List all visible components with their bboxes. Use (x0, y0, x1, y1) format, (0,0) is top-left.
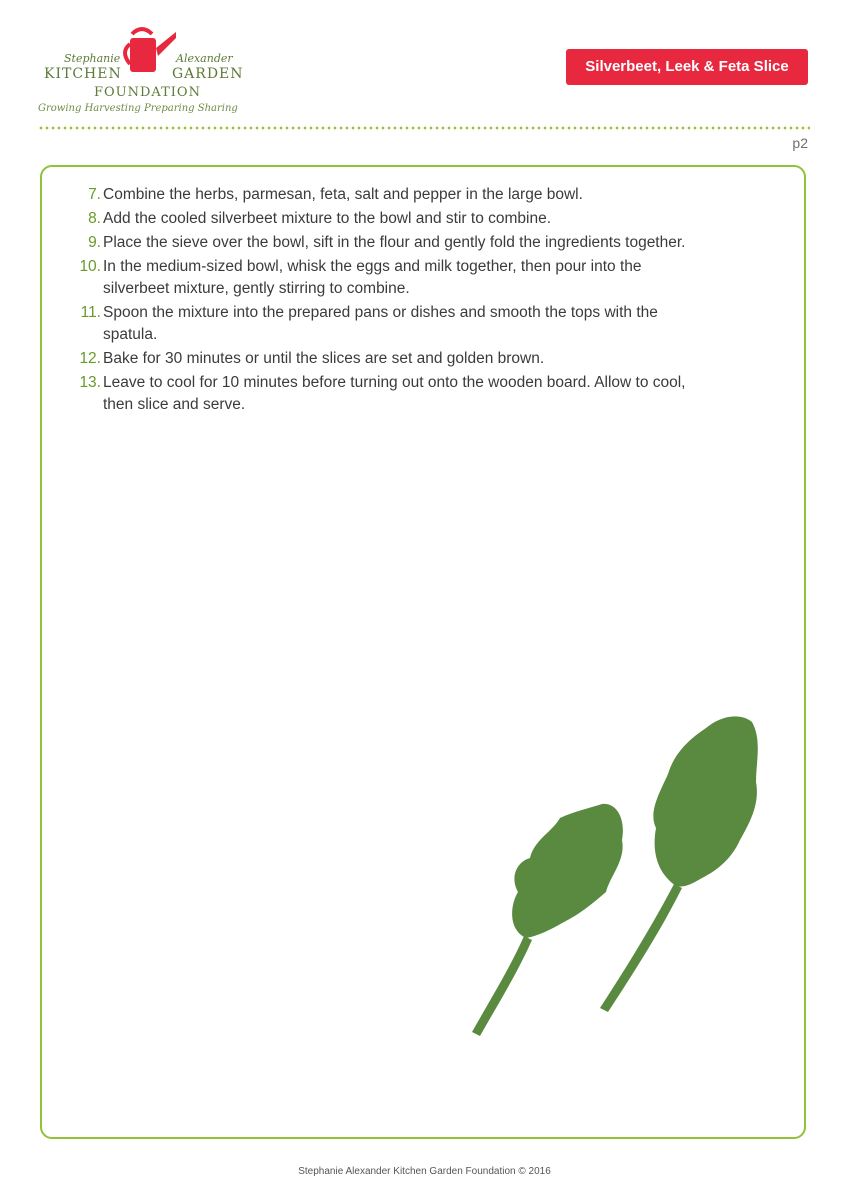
method-steps (70, 184, 690, 418)
step-item (70, 184, 690, 206)
step-item (70, 348, 690, 370)
step-number: 7. (88, 186, 101, 203)
logo-kitchen: KITCHEN (44, 66, 122, 82)
step-number: 8. (88, 210, 101, 227)
logo-alexander: Alexander (176, 52, 233, 65)
footer-copyright: Stephanie Alexander Kitchen Garden Foundation © 2016 (298, 1166, 551, 1177)
step-item (70, 372, 690, 416)
step-text: Add the cooled silverbeet mixture to the bowl and stir to combine. (103, 210, 552, 227)
logo-stephanie: Stephanie (64, 52, 121, 65)
step-item (70, 232, 690, 254)
step-text: In the medium-sized bowl, whisk the eggs and milk together, then pour into the silverbeet mixture, gently stirring to combine. (103, 258, 642, 297)
foundation-logo (38, 22, 263, 122)
page-number: p2 (792, 135, 808, 151)
step-number: 9. (88, 234, 101, 251)
silverbeet-leaf-icon (460, 700, 770, 1040)
watering-can-icon (118, 22, 178, 80)
step-text: Combine the herbs, parmesan, feta, salt and pepper in the large bowl. (103, 186, 583, 203)
recipe-title: Silverbeet, Leek & Feta Slice (566, 49, 808, 85)
step-item (70, 208, 690, 230)
step-number: 10. (79, 258, 101, 275)
logo-tagline: Growing Harvesting Preparing Sharing (38, 103, 238, 114)
step-text: Leave to cool for 10 minutes before turning out onto the wooden board. Allow to cool, then slice and serve. (103, 374, 686, 413)
logo-foundation: FOUNDATION (94, 85, 201, 100)
dotted-divider (38, 126, 810, 130)
step-text: Spoon the mixture into the prepared pans or dishes and smooth the tops with the spatula. (103, 304, 658, 343)
step-text: Bake for 30 minutes or until the slices are set and golden brown. (103, 350, 545, 367)
step-text: Place the sieve over the bowl, sift in the flour and gently fold the ingredients together. (103, 234, 686, 251)
step-item (70, 302, 690, 346)
step-number: 12. (79, 350, 101, 367)
step-item (70, 256, 690, 300)
step-number: 11. (80, 304, 101, 321)
logo-garden: GARDEN (172, 66, 244, 82)
step-number: 13. (79, 374, 101, 391)
